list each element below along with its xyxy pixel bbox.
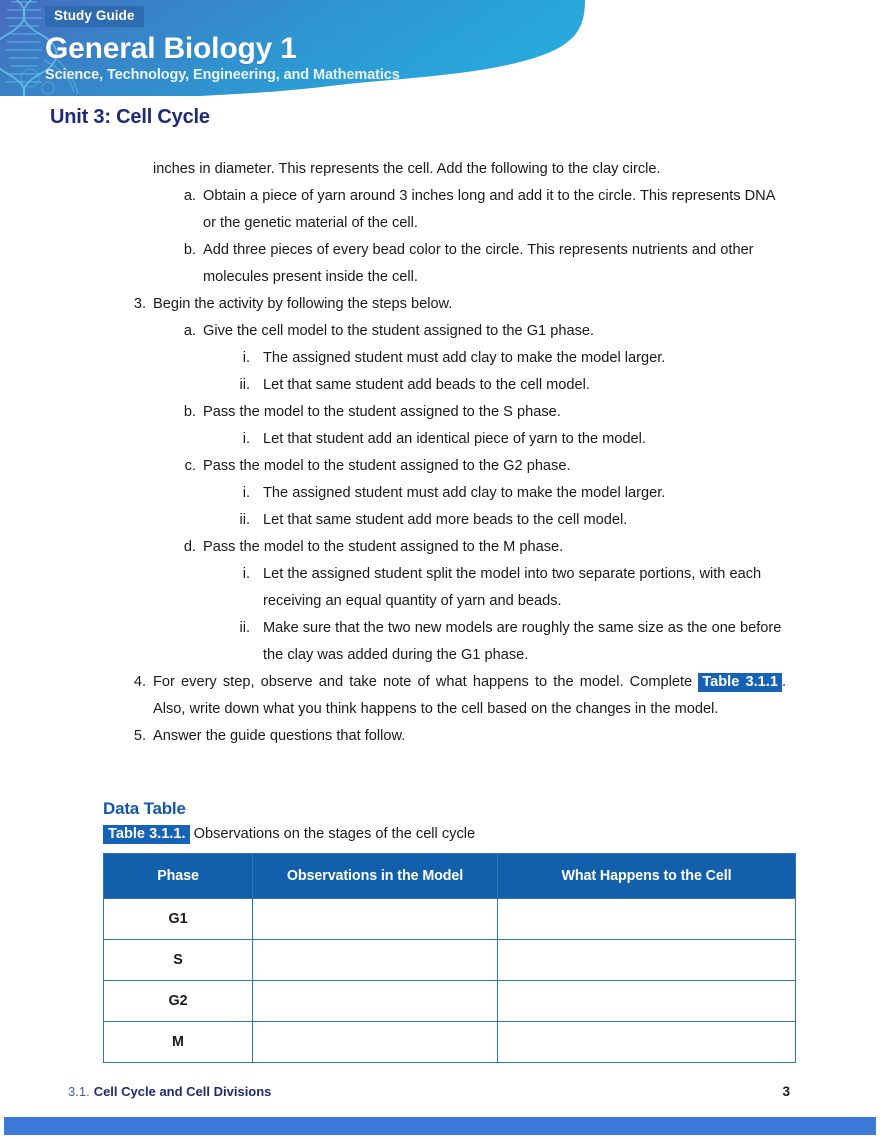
data-table-section — [103, 798, 786, 1063]
step-3d-sublist — [203, 561, 786, 669]
list-text: The assigned student must add clay to make the model larger. — [263, 350, 666, 366]
list-marker: 3. — [133, 296, 146, 312]
course-title: General Biology 1 — [45, 31, 297, 65]
footer-section-number: 3.1. — [68, 1084, 90, 1099]
list-marker: ii. — [239, 512, 250, 528]
section-heading-data-table: Data Table — [103, 799, 186, 818]
list-text: Pass the model to the student assigned to the M phase. — [203, 539, 564, 555]
list-item — [153, 183, 786, 237]
step-4-text-after: . Also, write down what you think happens to the cell based on the changes in the model. — [153, 674, 787, 717]
list-marker: b. — [183, 242, 196, 258]
table-header-row — [104, 854, 796, 899]
table-cell-observations[interactable] — [253, 981, 498, 1022]
list-text: Answer the guide questions that follow. — [153, 728, 406, 744]
list-marker: a. — [183, 323, 196, 339]
list-text — [153, 669, 786, 723]
list-text: Obtain a piece of yarn around 3 inches long and add it to the circle. This represents DNA or the genetic material of the cell. — [203, 188, 775, 231]
list-marker: i. — [242, 431, 250, 447]
course-strand: Science, Technology, Engineering, and Mathematics — [45, 66, 400, 83]
list-marker: i. — [242, 566, 250, 582]
page-header — [0, 0, 880, 96]
list-item — [153, 318, 786, 399]
observations-table — [103, 853, 796, 1063]
table-caption-text: Observations on the stages of the cell cycle — [193, 826, 476, 843]
step-4-text-before: For every step, observe and take note of what happens to the model. Complete — [153, 674, 699, 690]
list-text: Give the cell model to the student assigned to the G1 phase. — [203, 323, 595, 339]
table-row — [104, 940, 796, 981]
list-item — [203, 426, 786, 453]
table-cell-phase: G1 — [104, 899, 253, 940]
list-item — [203, 480, 786, 507]
list-item — [153, 399, 786, 453]
footer-accent-bar — [4, 1117, 876, 1135]
table-header-observations: Observations in the Model — [253, 854, 498, 899]
list-item-step-5 — [98, 723, 786, 750]
table-cell-what-happens[interactable] — [498, 899, 796, 940]
list-text: Let that student add an identical piece of yarn to the model. — [263, 431, 646, 447]
list-marker: c. — [184, 458, 196, 474]
list-marker: i. — [242, 350, 250, 366]
list-item — [203, 372, 786, 399]
list-marker: ii. — [239, 377, 250, 393]
table-cell-what-happens[interactable] — [498, 1022, 796, 1063]
table-cell-observations[interactable] — [253, 1022, 498, 1063]
table-cell-what-happens[interactable] — [498, 940, 796, 981]
study-guide-badge: Study Guide — [45, 6, 144, 27]
table-caption — [103, 823, 786, 845]
step-3b-sublist — [203, 426, 786, 453]
footer-section-label — [68, 1082, 271, 1102]
list-text: Pass the model to the student assigned to the S phase. — [203, 404, 561, 420]
footer-section-title: Cell Cycle and Cell Divisions — [93, 1084, 272, 1099]
list-marker: a. — [183, 188, 196, 204]
list-item — [203, 561, 786, 615]
list-item — [153, 453, 786, 534]
table-cell-phase: S — [104, 940, 253, 981]
list-text: Make sure that the two new models are roughly the same size as the one before the clay was added during the G1 phase. — [263, 620, 782, 663]
table-row — [104, 981, 796, 1022]
intro-continuation-text: inches in diameter. This represents the cell. Add the following to the clay circle. — [153, 161, 661, 177]
list-text: Let that same student add more beads to the cell model. — [263, 512, 628, 528]
footer-row — [68, 1082, 790, 1104]
table-cell-phase: M — [104, 1022, 253, 1063]
list-text: The assigned student must add clay to make the model larger. — [263, 485, 666, 501]
list-item-step-4 — [98, 669, 786, 723]
intro-subitem-list — [153, 183, 786, 291]
header-text-block — [45, 6, 565, 84]
list-text: Let that same student add beads to the cell model. — [263, 377, 590, 393]
list-marker: d. — [183, 539, 196, 555]
page-number: 3 — [782, 1084, 790, 1099]
table-header-what-happens: What Happens to the Cell — [498, 854, 796, 899]
list-marker: 4. — [133, 674, 146, 690]
list-item — [203, 345, 786, 372]
list-marker: ii. — [239, 620, 250, 636]
table-reference-badge: Table 3.1.1 — [698, 673, 782, 692]
list-marker: b. — [183, 404, 196, 420]
table-cell-what-happens[interactable] — [498, 981, 796, 1022]
table-row — [104, 1022, 796, 1063]
table-caption-badge: Table 3.1.1. — [103, 825, 190, 844]
list-marker: i. — [242, 485, 250, 501]
table-cell-observations[interactable] — [253, 899, 498, 940]
list-text: Add three pieces of every bead color to the circle. This represents nutrients and other molecules present inside the cell. — [203, 242, 754, 285]
table-header-phase: Phase — [104, 854, 253, 899]
list-marker: 5. — [133, 728, 146, 744]
table-cell-phase: G2 — [104, 981, 253, 1022]
list-item — [153, 534, 786, 669]
document-body — [98, 156, 786, 750]
list-item — [203, 615, 786, 669]
table-cell-observations[interactable] — [253, 940, 498, 981]
list-item — [153, 237, 786, 291]
list-text: Pass the model to the student assigned to the G2 phase. — [203, 458, 571, 474]
table-row — [104, 899, 796, 940]
step-3c-sublist — [203, 480, 786, 534]
list-text: Let the assigned student split the model into two separate portions, with each receiving an equal quantity of yarn and beads. — [263, 566, 762, 609]
list-item-step-3 — [98, 291, 786, 669]
page-footer — [0, 1082, 880, 1104]
step-3a-sublist — [203, 345, 786, 399]
list-text: Begin the activity by following the steps below. — [153, 296, 453, 312]
steps-list — [98, 291, 786, 750]
unit-title: Unit 3: Cell Cycle — [50, 106, 210, 128]
list-item — [203, 507, 786, 534]
step-3-sublist — [153, 318, 786, 669]
